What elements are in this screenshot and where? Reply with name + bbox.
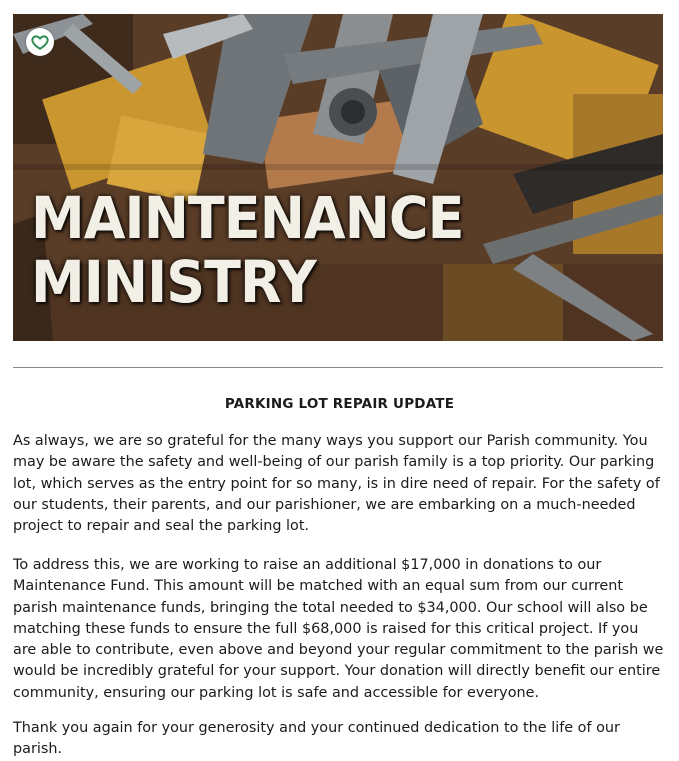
heart-icon — [31, 33, 49, 51]
heart-badge[interactable] — [26, 28, 54, 56]
banner-title — [31, 186, 464, 314]
article-heading: PARKING LOT REPAIR UPDATE — [224, 396, 455, 412]
divider — [13, 367, 663, 368]
banner-title-line-2: MINISTRY — [31, 248, 316, 316]
paragraph-intro: As always, we are so grateful for the many ways you support our Parish community. You may be aware the safety and well-being of our parish family is a top priority. Our parking lot, which serves as the entry point for so many, is in dire need of repair. For the safety of our students, their parents, and our parishioner, we are embarking on a much-needed project to repair and seal the parking lot. — [13, 433, 660, 535]
paragraph-thanks: Thank you again for your generosity and your continued dedication to the life of our parish. — [13, 720, 620, 758]
paragraph-fundraising: To address this, we are working to raise an additional $17,000 in donations to our Maintenance Fund. This amount will be matched with an equal sum from our current parish maintenance funds, bringing the total needed to $34,000. Our school will also be matching these funds to ensure the full $68,000 is raised for this critical project. If you are able to contribute, even above and beyond your regular commitment to the parish we would be incredibly grateful for your support. Your donation will directly benefit our entire community, ensuring our parking lot is safe and accessible for everyone. — [13, 557, 664, 701]
banner-image — [13, 14, 663, 341]
banner-title-line-1: MAINTENANCE — [31, 184, 464, 252]
